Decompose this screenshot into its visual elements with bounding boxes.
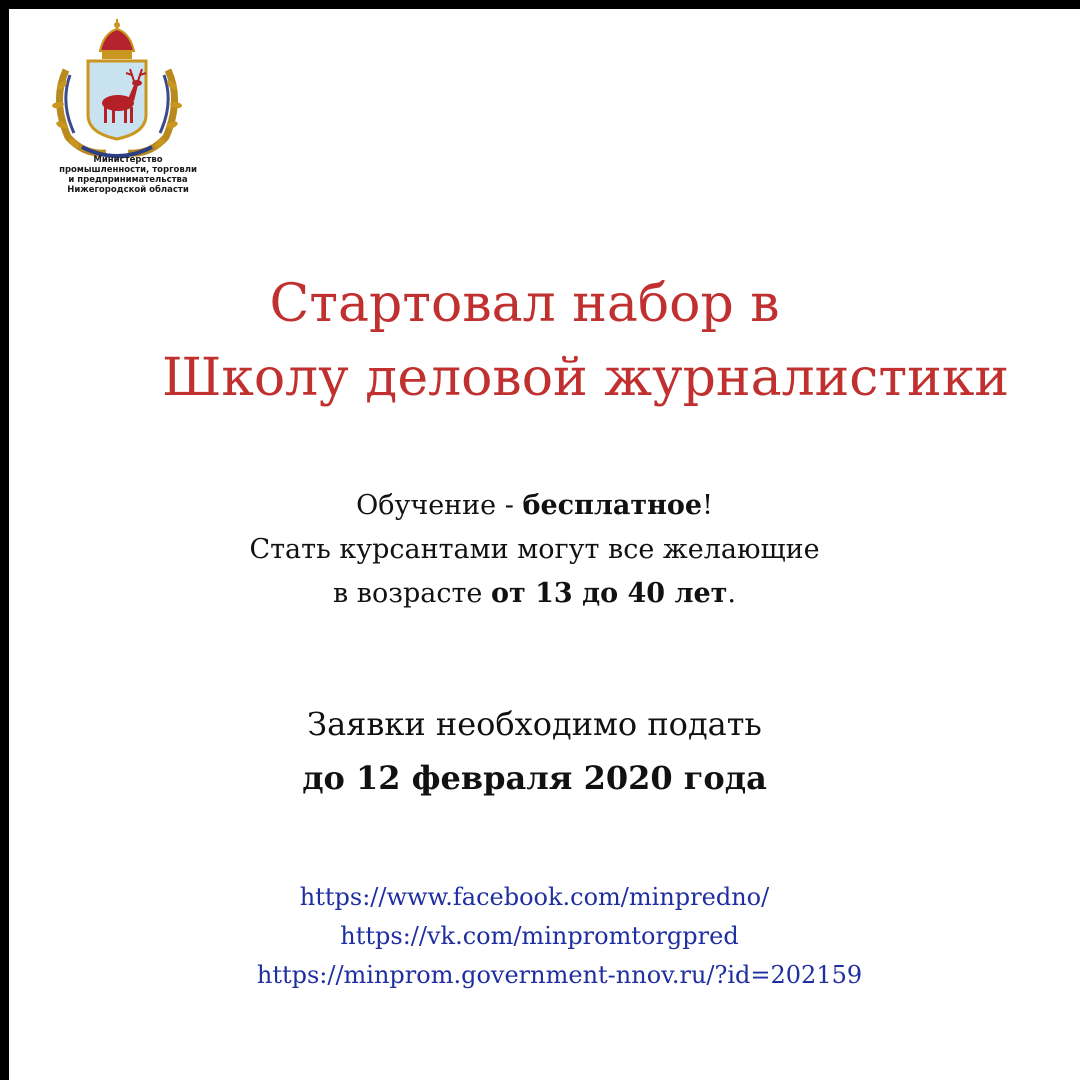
ministry-line: Министерство [93, 155, 163, 165]
deadline-date: до 12 февраля 2020 года [302, 759, 767, 797]
deadline-block [9, 697, 1080, 805]
poster [9, 9, 1080, 1080]
info-text: в возрасте [333, 578, 491, 609]
info-line-free [9, 484, 1080, 528]
info-emphasis: от 13 до 40 лет [490, 578, 728, 609]
ministry-line: промышленности, торговли [59, 165, 197, 175]
headline-line-1: Стартовал набор в [269, 274, 780, 334]
headline-line-2: Школу деловой журналистики [162, 348, 1009, 408]
info-block [9, 484, 1080, 616]
deadline-line-1: Заявки необходимо подать [307, 705, 762, 743]
info-emphasis: бесплатное [522, 490, 703, 521]
info-line-age [9, 572, 1080, 616]
links-block [9, 878, 1080, 995]
info-text: Обучение - [356, 490, 523, 521]
headline [9, 267, 1080, 415]
ministry-line: и предпринимательства [68, 175, 188, 185]
info-text: . [727, 578, 736, 609]
info-text: ! [702, 490, 713, 521]
info-line-eligibility: Стать курсантами могут все желающие [249, 534, 820, 565]
facebook-link[interactable]: https://www.facebook.com/minpredno/ [299, 883, 770, 911]
ministry-line: Нижегородской области [67, 185, 189, 195]
coat-of-arms-emblem [44, 15, 190, 165]
ministry-caption [33, 155, 223, 195]
vk-link[interactable]: https://vk.com/minpromtorgpred [340, 922, 739, 950]
website-link[interactable]: https://minprom.government-nnov.ru/?id=202159 [256, 961, 863, 989]
